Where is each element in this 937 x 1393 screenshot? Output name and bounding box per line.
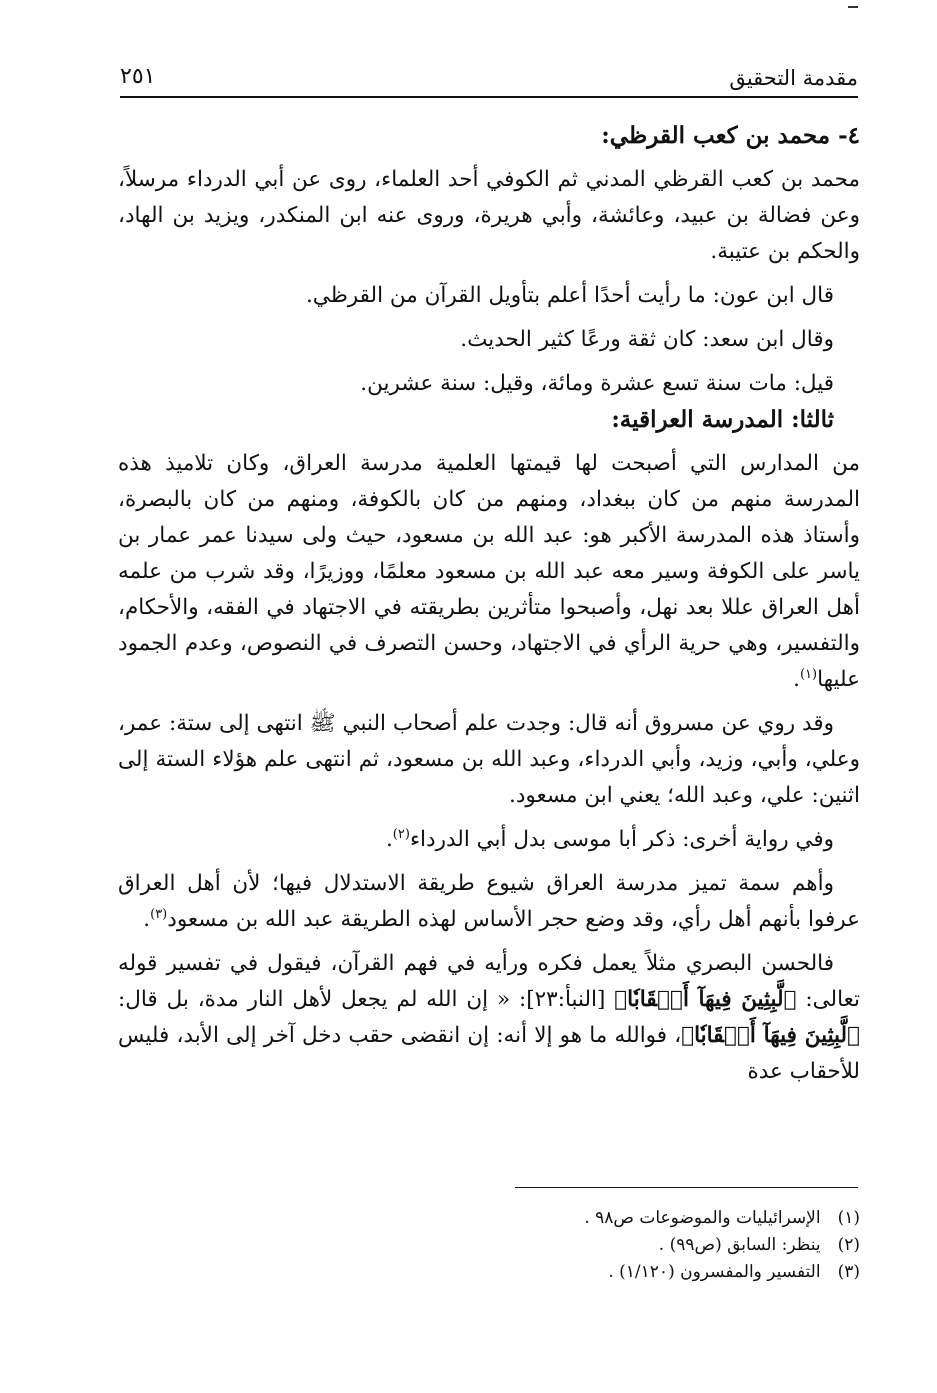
paragraph: محمد بن كعب القرظي المدني ثم الكوفي أحد العلماء، روى عن أبي الدرداء مرسلاً، وعن فضالة بن عبيد، وعائشة، وأبي هريرة، وروى عنه ابن المنكدر، ويزيد بن الهاد، والحكم بن عتيبة. <box>118 167 860 264</box>
paragraph <box>118 446 860 698</box>
paragraph <box>118 822 860 858</box>
paragraph <box>118 946 860 1090</box>
quran-verse: ﴿لَّبِثِينَ فِيهَآ أَحۡقَابٗا﴾ <box>681 1023 860 1048</box>
paragraph-text: ، فوالله ما هو إلا أنه: إن انقضى حقب دخل آخر إلى الأبد، فليس للأحقاب عدة <box>118 1023 860 1084</box>
paragraph-text: فالحسن البصري مثلاً يعمل فكره ورأيه في فهم القرآن، فيقول في تفسير قوله تعالى: <box>118 951 860 1012</box>
paragraph-text: وفي رواية أخرى: ذكر أبا موسى بدل أبي الدرداء <box>409 827 834 852</box>
footnote-number: (١) <box>837 1208 860 1228</box>
footnote-ref: (٣) <box>150 906 168 922</box>
footnote-number: (٣) <box>837 1262 860 1282</box>
quran-verse: ﴿لَّبِثِينَ فِيهَآ أَحۡقَابٗا﴾ <box>614 987 797 1012</box>
section-heading-iraq-school: ثالثا: المدرسة العراقية: <box>611 406 834 433</box>
corner-mark <box>848 6 858 8</box>
footnote-ref: (٢) <box>392 826 410 842</box>
paragraph-end: . <box>385 827 393 852</box>
header-title: مقدمة التحقيق <box>729 66 858 90</box>
footnote-text: التفسير والمفسرون (١/١٢٠) . <box>608 1262 821 1282</box>
footnote-item <box>420 1205 860 1232</box>
footnote-text: ينظر: السابق (ص٩٩) . <box>658 1235 821 1255</box>
page-number: ٢٥١ <box>120 64 156 89</box>
paragraph-end: . <box>143 907 151 932</box>
paragraph-text: وأهم سمة تميز مدرسة العراق شيوع طريقة الاستدلال فيها؛ لأن أهل العراق عرفوا بأنهم أهل رأي، وقد وضع حجر الأساس لهذه الطريقة عبد الله بن مسعود <box>118 871 860 932</box>
footnotes <box>420 1205 860 1286</box>
paragraph <box>118 866 860 938</box>
running-header <box>120 62 858 98</box>
paragraph-end: . <box>793 667 800 692</box>
footnote-ref: (١) <box>799 666 818 682</box>
paragraph-text: [النبأ:٢٣]: « إن الله لم يجعل لأهل النار مدة، بل قال: <box>118 987 606 1012</box>
footnote-item <box>420 1232 860 1259</box>
footnote-separator <box>515 1187 858 1188</box>
footnote-number: (٢) <box>837 1235 860 1255</box>
paragraph: وقال ابن سعد: كان ثقة ورعًا كثير الحديث. <box>460 327 834 352</box>
paragraph: وقد روي عن مسروق أنه قال: وجدت علم أصحاب النبي ﷺ انتهى إلى ستة: عمر، وعلي، وأبي، وزيد، وأبي الدرداء، وعبد الله بن مسعود، ثم انتهى علم هؤلاء الستة إلى اثنين: علي، وعبد الله؛ يعني ابن مسعود. <box>118 711 860 808</box>
paragraph-text: من المدارس التي أصبحت لها قيمتها العلمية مدرسة العراق، وكان تلاميذ هذه المدرسة منهم من كان ببغداد، ومنهم من كان بالكوفة، ومنهم من كان بالبصرة، وأستاذ هذه المدرسة الأكبر هو: عبد الله بن مسعود، حيث ولى سيدنا عمر عمار بن ياسر على الكوفة وسير معه عبد الله بن مسعود معلمًا، ووزيرًا، وقد شرب من علمه أهل العراق عللا بعد نهل، وأصبحوا متأثرين بطريقته في الاجتهاد في الفقه، والأحكام، والتفسير، وهي حرية الرأي في الاجتهاد، وحسن التصرف في النصوص، وعدم الجمود عليها <box>118 451 860 692</box>
footnote-text: الإسرائيليات والموضوعات ص٩٨ . <box>584 1208 821 1228</box>
paragraph: قال ابن عون: ما رأيت أحدًا أعلم بتأويل القرآن من القرظي. <box>305 283 834 308</box>
footnote-item <box>420 1259 860 1286</box>
main-text <box>118 118 860 1098</box>
section-heading-qurazi: ٤- محمد بن كعب القرظي: <box>601 122 860 149</box>
paragraph: قيل: مات سنة تسع عشرة ومائة، وقيل: سنة عشرين. <box>360 371 834 396</box>
